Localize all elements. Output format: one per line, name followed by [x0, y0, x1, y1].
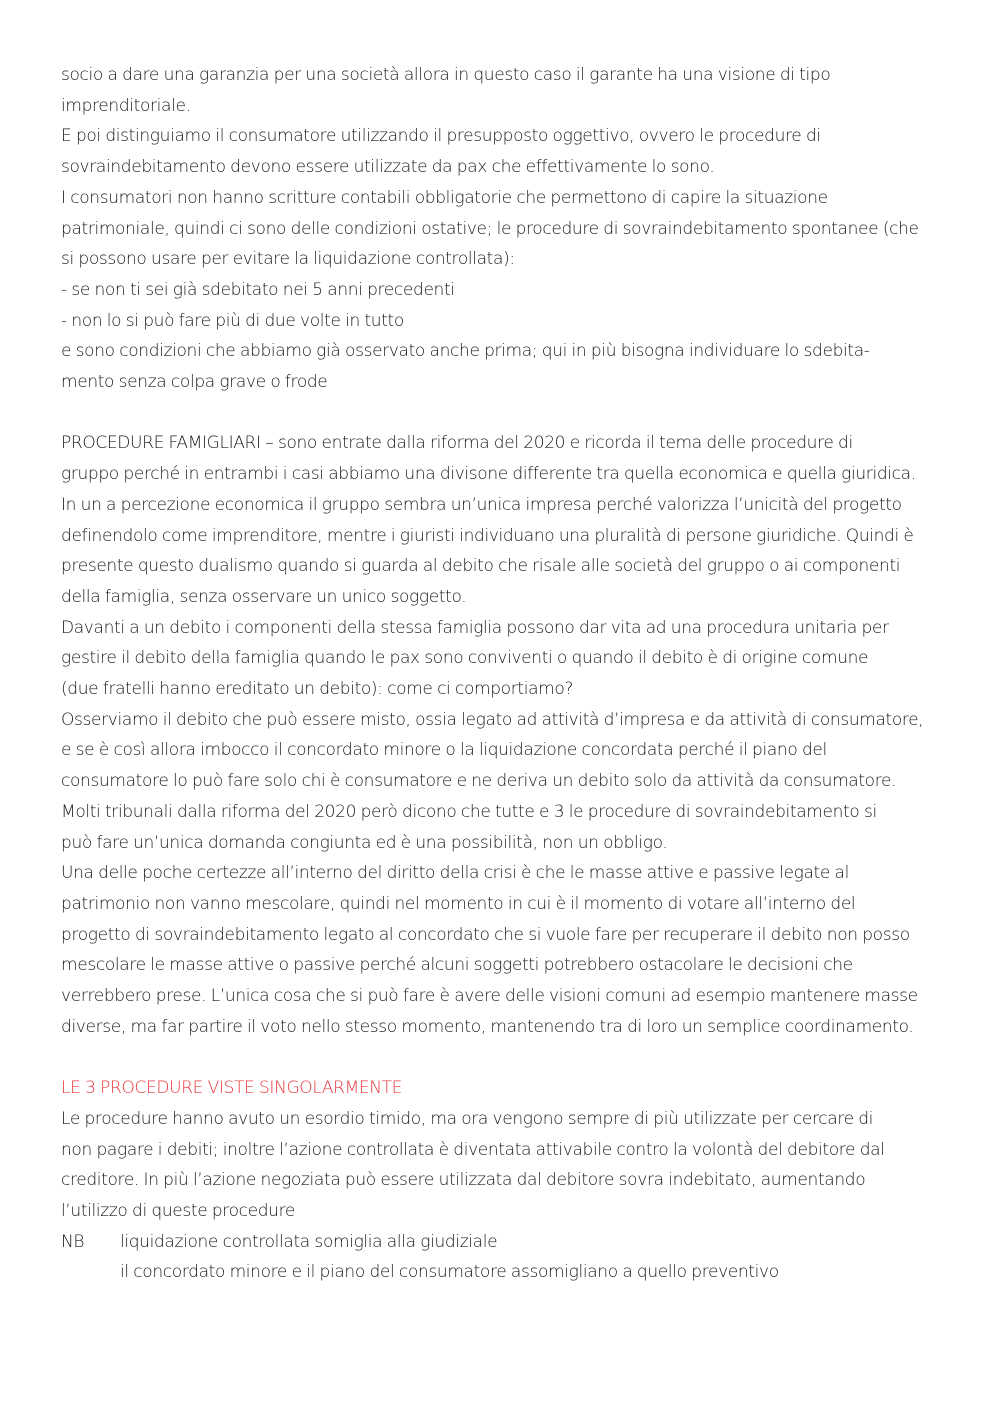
- text-line: gruppo perché in entrambi i casi abbiamo una divisone differente tra quella economica e quella giuridica.: [61, 464, 916, 485]
- text-line: può fare un’unica domanda congiunta ed è una possibilità, non un obbligo.: [61, 832, 668, 853]
- text-line: mento senza colpa grave o frode: [61, 372, 328, 393]
- text-line: Molti tribunali dalla riforma del 2020 però dicono che tutte e 3 le procedure di sovraindebitamento si: [61, 801, 877, 822]
- text-line: della famiglia, senza osservare un unico soggetto.: [61, 586, 467, 607]
- text-line: consumatore lo può fare solo chi è consumatore e ne deriva un debito solo da attività da consumatore.: [61, 771, 897, 792]
- text-line: sovraindebitamento devono essere utilizzate da pax che effettivamente lo sono.: [61, 157, 715, 178]
- text-line: patrimonio non vanno mescolare, quindi nel momento in cui è il momento di votare all’interno del: [61, 893, 856, 914]
- text-line: mescolare le masse attive o passive perché alcuni soggetti potrebbero ostacolare le decisioni che: [61, 955, 853, 976]
- text-line: Una delle poche certezze all’interno del diritto della crisi è che le masse attive e passive legate al: [61, 863, 849, 884]
- list-item: - se non ti sei già sdebitato nei 5 anni precedenti: [61, 279, 455, 300]
- nb-line: liquidazione controllata somiglia alla giudiziale: [120, 1231, 498, 1252]
- text-line: definendolo come imprenditore, mentre i giuristi individuano una pluralità di persone giuridiche. Quindi è: [61, 525, 914, 546]
- text-line: e sono condizioni che abbiamo già osservato anche prima; qui in più bisogna individuare lo sdebita-: [61, 341, 870, 362]
- text-line: si possono usare per evitare la liquidazione controllata):: [61, 249, 515, 270]
- text-line: e se è così allora imbocco il concordato minore o la liquidazione concordata perché il piano del: [61, 740, 827, 761]
- paragraph-gap: [61, 398, 941, 429]
- text-line: gestire il debito della famiglia quando le pax sono conviventi o quando il debito è di origine comune: [61, 648, 869, 669]
- text-line: creditore. In più l’azione negoziata può essere utilizzata dal debitore sovra indebitato, aumentando: [61, 1170, 866, 1191]
- section-3-procedure: [61, 1073, 941, 1288]
- text-line: socio a dare una garanzia per una società allora in questo caso il garante ha una visione di tipo: [61, 65, 831, 85]
- text-line: E poi distinguiamo il consumatore utilizzando il presupposto oggettivo, ovvero le procedure di: [61, 126, 821, 147]
- list-item: - non lo si può fare più di due volte in tutto: [61, 310, 404, 331]
- section-procedure-famigliari: [61, 428, 941, 1042]
- text-line: PROCEDURE FAMIGLIARI – sono entrate dalla riforma del 2020 e ricorda il tema delle procedure di: [61, 433, 853, 454]
- text-line: patrimoniale, quindi ci sono delle condizioni ostative; le procedure di sovraindebitamento spontanee (che: [61, 218, 919, 239]
- text-line: I consumatori non hanno scritture contabili obbligatorie che permettono di capire la situazione: [61, 187, 828, 208]
- text-line: l’utilizzo di queste procedure: [61, 1200, 295, 1221]
- text-line: progetto di sovraindebitamento legato al concordato che si vuole fare per recuperare il debito non posso: [61, 924, 910, 945]
- nb-line: il concordato minore e il piano del consumatore assomigliano a quello preventivo: [120, 1262, 779, 1283]
- paragraph-gap: [61, 1042, 941, 1073]
- nb-note: [61, 1227, 941, 1258]
- section-heading: LE 3 PROCEDURE VISTE SINGOLARMENTE: [61, 1078, 403, 1099]
- text-line: (due fratelli hanno ereditato un debito): come ci comportiamo?: [61, 679, 574, 700]
- text-line: diverse, ma far partire il voto nello stesso momento, mantenendo tra di loro un semplice coordinamento.: [61, 1016, 914, 1037]
- text-line: presente questo dualismo quando si guarda al debito che risale alle società del gruppo o ai componenti: [61, 556, 901, 577]
- text-line: imprenditoriale.: [61, 95, 191, 116]
- text-line: Le procedure hanno avuto un esordio timido, ma ora vengono sempre di più utilizzate per cercare di: [61, 1108, 874, 1129]
- text-line: verrebbero prese. L’unica cosa che si può fare è avere delle visioni comuni ad esempio mantenere masse: [61, 986, 918, 1007]
- text-line: Davanti a un debito i componenti della stessa famiglia possono dar vita ad una procedura unitaria per: [61, 617, 889, 638]
- text-line: non pagare i debiti; inoltre l’azione controllata è diventata attivabile contro la volontà del debitore dal: [61, 1139, 885, 1160]
- section-intro: [61, 60, 941, 398]
- nb-label: NB: [61, 1231, 85, 1252]
- document-page: [61, 60, 941, 1288]
- text-line: In un a percezione economica il gruppo sembra un’unica impresa perché valorizza l’unicità del progetto: [61, 494, 902, 515]
- text-line: Osserviamo il debito che può essere misto, ossia legato ad attività d’impresa e da attività di consumatore,: [61, 709, 924, 730]
